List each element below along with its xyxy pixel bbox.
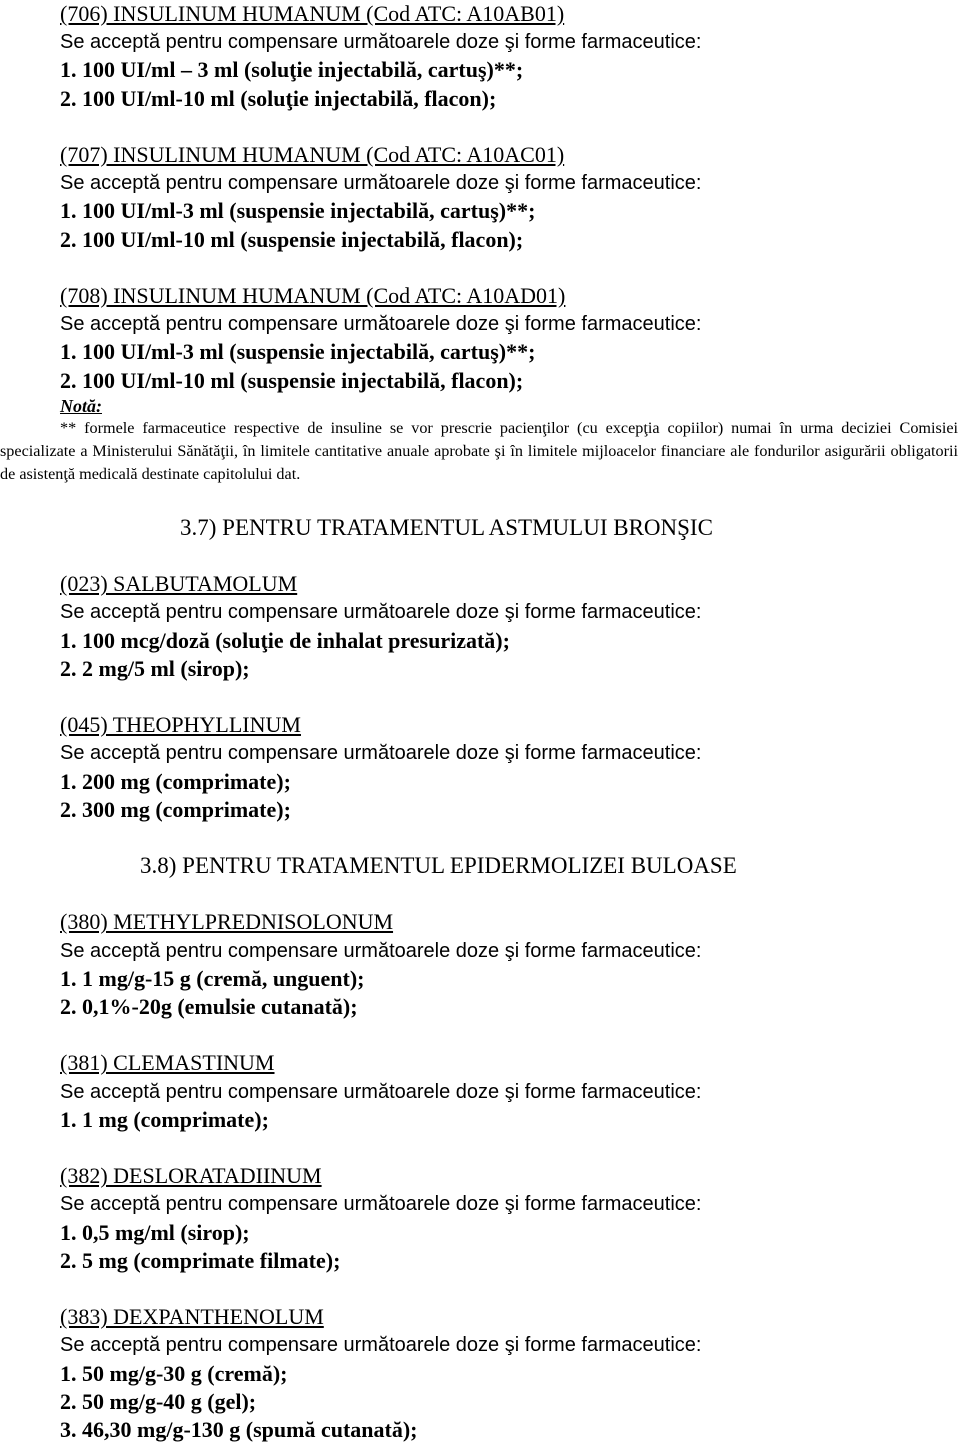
section-intro: Se acceptă pentru compensare următoarele doze şi forme farmaceutice:: [60, 939, 702, 962]
section-title: (045) THEOPHYLLINUM: [60, 712, 301, 738]
section-title: (708) INSULINUM HUMANUM (Cod ATC: A10AD01): [60, 283, 566, 308]
section-title: (382) DESLORATADIINUM: [60, 1163, 322, 1189]
section-title: (383) DEXPANTHENOLUM: [60, 1304, 324, 1330]
dose-item: 1. 200 mg (comprimate);: [60, 768, 291, 794]
section-intro: Se acceptă pentru compensare următoarele doze şi forme farmaceutice:: [60, 1193, 702, 1216]
dose-item: 2. 0,1%-20g (emulsie cutanată);: [60, 993, 358, 1019]
section-title: (381) CLEMASTINUM: [60, 1050, 275, 1076]
note-label: Notă:: [60, 395, 102, 416]
dose-item: 2. 2 mg/5 ml (sirop);: [60, 655, 250, 681]
section-title: (023) SALBUTAMOLUM: [60, 571, 298, 597]
dose-item: 2. 5 mg (comprimate filmate);: [60, 1247, 341, 1273]
dose-item: 1. 0,5 mg/ml (sirop);: [60, 1219, 250, 1245]
dose-item: 1. 100 mcg/doză (soluţie de inhalat presurizată);: [60, 627, 510, 653]
section-intro: Se acceptă pentru compensare următoarele doze şi forme farmaceutice:: [60, 313, 702, 336]
section-intro: Se acceptă pentru compensare următoarele doze şi forme farmaceutice:: [60, 1334, 702, 1357]
section-title: (706) INSULINUM HUMANUM (Cod ATC: A10AB01): [60, 1, 565, 26]
section-title: (707) INSULINUM HUMANUM (Cod ATC: A10AC01): [60, 142, 565, 167]
section-intro: Se acceptă pentru compensare următoarele doze şi forme farmaceutice:: [60, 31, 702, 54]
section-intro: Se acceptă pentru compensare următoarele doze şi forme farmaceutice:: [60, 601, 702, 624]
dose-item: 1. 100 UI/ml – 3 ml (soluţie injectabilă, cartuş)**;: [60, 57, 524, 83]
dose-item: 1. 1 mg/g-15 g (cremă, unguent);: [60, 965, 365, 991]
note-text: [0, 417, 958, 486]
chapter-heading: 3.8) PENTRU TRATAMENTUL EPIDERMOLIZEI BULOASE: [140, 853, 737, 879]
section-intro: Se acceptă pentru compensare următoarele doze şi forme farmaceutice:: [60, 1080, 702, 1103]
dose-item: 2. 50 mg/g-40 g (gel);: [60, 1388, 257, 1414]
dose-item: 1. 50 mg/g-30 g (cremă);: [60, 1360, 288, 1386]
section-intro: Se acceptă pentru compensare următoarele doze şi forme farmaceutice:: [60, 742, 702, 765]
dose-item: 2. 300 mg (comprimate);: [60, 796, 291, 822]
dose-item: 1. 100 UI/ml-3 ml (suspensie injectabilă, cartuş)**;: [60, 339, 536, 365]
dose-item: 1. 100 UI/ml-3 ml (suspensie injectabilă, cartuş)**;: [60, 198, 536, 224]
dose-item: 3. 46,30 mg/g-130 g (spumă cutanată);: [60, 1416, 418, 1442]
dose-item: 1. 1 mg (comprimate);: [60, 1106, 269, 1132]
section-title: (380) METHYLPREDNISOLONUM: [60, 909, 394, 935]
chapter-heading: 3.7) PENTRU TRATAMENTUL ASTMULUI BRONŞIC: [180, 515, 713, 540]
section-intro: Se acceptă pentru compensare următoarele doze şi forme farmaceutice:: [60, 172, 702, 195]
dose-item: 2. 100 UI/ml-10 ml (suspensie injectabilă, flacon);: [60, 226, 524, 252]
dose-item: 2. 100 UI/ml-10 ml (suspensie injectabilă, flacon);: [60, 367, 524, 393]
dose-item: 2. 100 UI/ml-10 ml (soluţie injectabilă, flacon);: [60, 85, 497, 111]
note-body: ** formele farmaceutice respective de insuline se vor prescrie pacienţilor (cu excepţia copiilor) numai în urma deciziei Comisiei specializate a Ministerului Sănătăţii, în limitele cantitative anuale aprobate şi în limitele mijloacelor financiare ale fondurilor asigurării obligatorii de asistenţă medicală destinate capitolului dat.: [0, 418, 958, 483]
